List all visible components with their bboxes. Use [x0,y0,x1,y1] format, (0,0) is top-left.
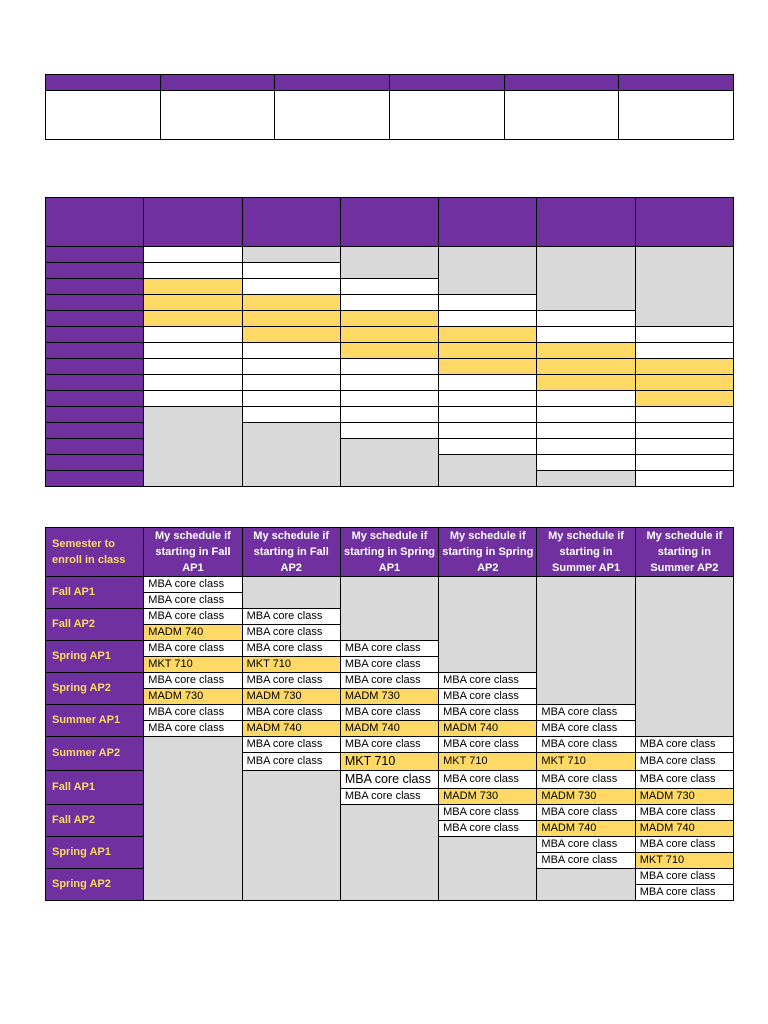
schedule-cell: MBA core class [242,705,340,721]
schedule-cell: MADM 730 [537,789,635,805]
rotation-header [619,75,734,91]
semester-column-header: Semester to enroll in class [46,528,144,577]
schedule-cell: MKT 710 [242,657,340,673]
semester-label [46,247,144,263]
empty-cell [144,407,242,487]
empty-cell [144,737,242,901]
schedule-cell [537,391,635,407]
schedule-cell: MBA core class [340,657,438,673]
semester-label: Spring AP2 [46,673,144,705]
semester-label: Spring AP2 [46,869,144,901]
schedule-cell: MBA core class [537,737,635,753]
schedule-cell [242,327,340,343]
schedule-cell: MBA core class [537,721,635,737]
schedule-cell: MBA core class [439,689,537,705]
semester-label [46,295,144,311]
schedule-cell [144,295,242,311]
schedule-header-row [46,198,734,247]
schedule-cell [635,423,733,439]
empty-cell [537,247,635,311]
start-column-header: My schedule if starting in Spring AP1 [340,528,438,577]
schedule-cell [537,343,635,359]
schedule-cell: MBA core class [537,837,635,853]
empty-cell [439,455,537,487]
rotation-cell [389,91,504,140]
schedule-cell [340,423,438,439]
schedule-cell [439,375,537,391]
schedule-cell: MBA core class [635,837,733,853]
schedule-cell: MBA core class [144,673,242,689]
schedule-cell [242,375,340,391]
empty-cell [340,439,438,487]
empty-cell [242,771,340,901]
schedule-cell [635,359,733,375]
schedule-cell: MADM 730 [340,689,438,705]
schedule-cell [340,359,438,375]
semester-label: Summer AP1 [46,705,144,737]
rotation-header [160,75,275,91]
schedule-cell: MBA core class [242,737,340,753]
schedule-cell: MBA core class [439,821,537,837]
schedule-cell: MKT 710 [635,853,733,869]
empty-cell [439,837,537,901]
schedule-cell: MBA core class [635,885,733,901]
schedule-cell [144,279,242,295]
rotation-header [389,75,504,91]
schedule-cell: MBA core class [340,789,438,805]
schedule-cell: MBA core class [144,593,242,609]
semester-label: Spring AP1 [46,641,144,673]
schedule-cell [340,375,438,391]
schedule-cell: MBA core class [635,805,733,821]
start-column-header: My schedule if starting in Summer AP2 [635,528,733,577]
start-column-header: My schedule if starting in Fall AP1 [144,528,242,577]
rotation-table [45,74,734,140]
schedule-cell [144,247,242,263]
schedule-cell: MBA core class [439,771,537,789]
schedule-cell: MBA core class [340,641,438,657]
schedule-cell: MBA core class [537,805,635,821]
schedule-cell [242,343,340,359]
empty-cell [242,577,340,609]
schedule-cell [340,407,438,423]
semester-label [46,439,144,455]
one-course-schedule-table [45,197,734,487]
schedule-cell [537,407,635,423]
schedule-cell: MADM 730 [635,789,733,805]
schedule-cell: MADM 730 [439,789,537,805]
schedule-cell [635,471,733,487]
schedule-cell [439,359,537,375]
rotation-header [46,75,161,91]
schedule-cell: MADM 740 [439,721,537,737]
empty-cell [635,247,733,327]
schedule-cell [537,455,635,471]
semester-label [46,311,144,327]
schedule-cell: MBA core class [242,753,340,771]
schedule-cell: MBA core class [439,737,537,753]
empty-cell [537,869,635,901]
schedule-cell: MBA core class [537,853,635,869]
schedule-cell: MKT 710 [439,753,537,771]
start-column-header [340,198,438,247]
semester-label [46,327,144,343]
schedule-cell: MBA core class [340,673,438,689]
rotation-cell [275,91,390,140]
schedule-cell: MADM 730 [242,689,340,705]
empty-cell [537,577,635,705]
schedule-cell [537,423,635,439]
schedule-cell [144,311,242,327]
table-row [46,343,734,359]
start-column-header [537,198,635,247]
schedule-cell [340,311,438,327]
schedule-cell: MBA core class [242,609,340,625]
schedule-cell [439,311,537,327]
table-row [46,705,734,721]
schedule-cell [242,407,340,423]
semester-label: Fall AP1 [46,771,144,805]
semester-label [46,375,144,391]
schedule-cell [144,327,242,343]
schedule-cell [635,327,733,343]
schedule-cell [242,359,340,375]
schedule-cell: MBA core class [635,771,733,789]
semester-label [46,263,144,279]
schedule-cell [537,359,635,375]
schedule-cell: MBA core class [537,705,635,721]
rotation-cell [504,91,619,140]
rotation-header [275,75,390,91]
semester-label [46,407,144,423]
schedule-cell: MBA core class [340,737,438,753]
empty-cell [242,247,340,263]
semester-label [46,391,144,407]
two-course-schedule-table [45,527,734,901]
schedule-cell [340,295,438,311]
semester-label [46,423,144,439]
table-row [46,721,734,737]
schedule-cell: MBA core class [144,641,242,657]
schedule-cell: MBA core class [537,771,635,789]
start-column-header [635,198,733,247]
schedule-cell: MBA core class [635,753,733,771]
schedule-cell: MKT 710 [537,753,635,771]
schedule-cell [439,327,537,343]
table-row [46,391,734,407]
start-column-header [439,198,537,247]
rotation-header [504,75,619,91]
schedule-cell [242,311,340,327]
schedule-cell [144,343,242,359]
schedule-cell [242,279,340,295]
schedule-cell [439,295,537,311]
start-column-header [242,198,340,247]
rotation-cell [160,91,275,140]
empty-cell [340,577,438,641]
schedule-cell [144,263,242,279]
semester-label [46,279,144,295]
schedule-cell [340,343,438,359]
schedule-cell: MBA core class [439,805,537,821]
schedule-cell [144,391,242,407]
schedule-cell [439,391,537,407]
empty-cell [635,577,733,737]
schedule-cell [144,359,242,375]
schedule-cell: MBA core class [340,705,438,721]
schedule-cell [635,375,733,391]
schedule-cell [537,439,635,455]
schedule-cell: MBA core class [144,609,242,625]
schedule-cell [439,343,537,359]
schedule-cell [635,343,733,359]
schedule-cell: MBA core class [144,721,242,737]
empty-cell [340,805,438,901]
schedule-cell [635,439,733,455]
semester-label [46,359,144,375]
table-row [46,359,734,375]
rotation-cell [619,91,734,140]
start-column-header: My schedule if starting in Summer AP1 [537,528,635,577]
table-row [46,737,734,753]
schedule-cell [340,391,438,407]
empty-cell [439,247,537,295]
table-row [46,375,734,391]
empty-cell [537,471,635,487]
semester-label: Spring AP1 [46,837,144,869]
semester-column-header [46,198,144,247]
table-row [46,247,734,263]
schedule-cell [340,327,438,343]
start-column-header: My schedule if starting in Spring AP2 [439,528,537,577]
schedule-cell: MADM 740 [635,821,733,837]
table-row [46,311,734,327]
table-row [46,407,734,423]
schedule-cell [242,295,340,311]
empty-cell [340,247,438,279]
schedule-cell: MADM 730 [144,689,242,705]
schedule-cell [635,391,733,407]
table-row [46,327,734,343]
schedule-cell [439,439,537,455]
schedule-cell: MBA core class [242,625,340,641]
semester-label: Fall AP1 [46,577,144,609]
schedule-cell [537,375,635,391]
semester-label [46,343,144,359]
schedule-cell: MBA core class [340,771,438,789]
schedule-cell: MKT 710 [144,657,242,673]
schedule-cell [340,279,438,295]
schedule-header-row [46,528,734,577]
schedule-cell: MBA core class [439,705,537,721]
semester-label: Fall AP2 [46,609,144,641]
schedule-cell: MADM 740 [537,821,635,837]
schedule-cell: MBA core class [144,705,242,721]
schedule-cell: MBA core class [242,673,340,689]
schedule-cell [537,327,635,343]
table-row [46,577,734,593]
schedule-cell [439,423,537,439]
empty-cell [439,577,537,673]
rotation-header-row [46,75,734,91]
semester-label: Fall AP2 [46,805,144,837]
schedule-cell [635,407,733,423]
semester-label [46,455,144,471]
schedule-cell [537,311,635,327]
schedule-cell [635,455,733,471]
rotation-course-row [46,91,734,140]
semester-label: Summer AP2 [46,737,144,771]
schedule-cell: MKT 710 [340,753,438,771]
start-column-header: My schedule if starting in Fall AP2 [242,528,340,577]
rotation-cell [46,91,161,140]
schedule-cell: MADM 740 [242,721,340,737]
schedule-cell [439,407,537,423]
schedule-cell: MADM 740 [340,721,438,737]
schedule-cell [144,375,242,391]
schedule-cell: MBA core class [242,641,340,657]
schedule-cell: MBA core class [635,869,733,885]
schedule-cell [242,391,340,407]
schedule-cell: MBA core class [144,577,242,593]
schedule-cell [242,263,340,279]
start-column-header [144,198,242,247]
empty-cell [242,423,340,487]
semester-label [46,471,144,487]
schedule-cell: MBA core class [635,737,733,753]
schedule-cell: MADM 740 [144,625,242,641]
schedule-cell: MBA core class [439,673,537,689]
